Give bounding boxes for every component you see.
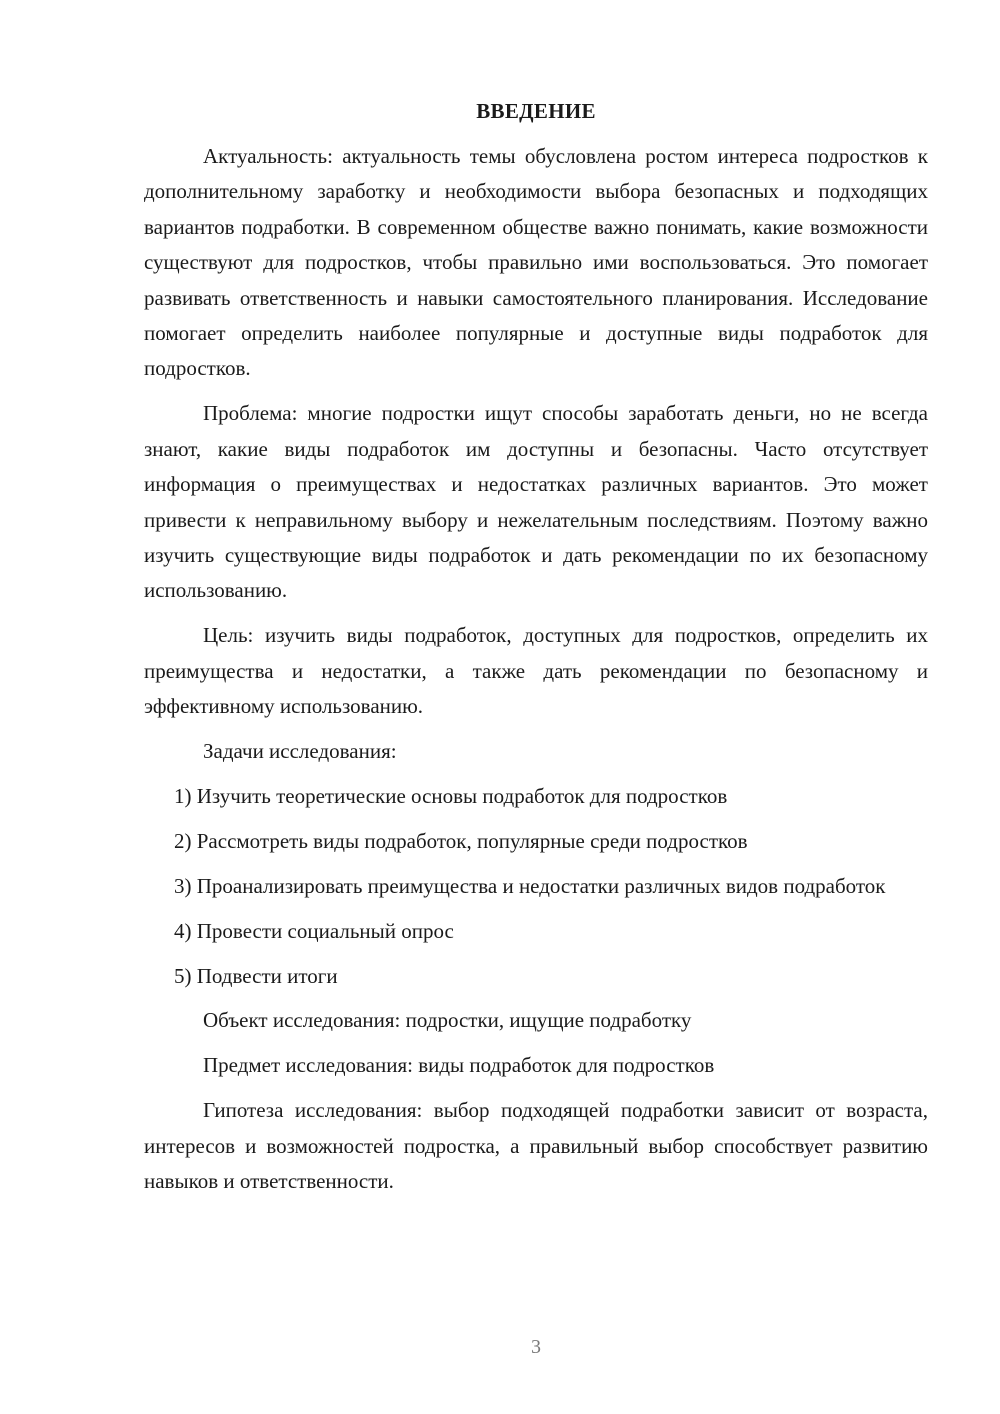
relevance-paragraph: Актуальность: актуальность темы обусловлена ростом интереса подростков к дополнительному заработку и необходимости выбора безопасных и подходящих вариантов подработки. В современном обществе важно понимать, какие возможности существуют для подростков, чтобы правильно ими воспользоваться. Это помогает развивать ответственность и навыки самостоятельного планирования. Исследование помогает определить наиболее популярные и доступные виды подработок для подростков. <box>144 144 928 381</box>
page-content <box>144 94 928 1209</box>
tasks-heading: Задачи исследования: <box>203 739 397 763</box>
research-object: Объект исследования: подростки, ищущие подработку <box>203 1008 692 1033</box>
task-item-3: 3) Проанализировать преимущества и недостатки различных видов подработок <box>174 873 886 898</box>
task-item-1: 1) Изучить теоретические основы подработок для подростков <box>174 783 728 808</box>
section-title: ВВЕДЕНИЕ <box>476 99 596 123</box>
goal-paragraph: Цель: изучить виды подработок, доступных для подростков, определить их преимущества и недостатки, а также дать рекомендации по безопасному и эффективному использованию. <box>144 623 928 719</box>
task-item-4: 4) Провести социальный опрос <box>174 918 454 943</box>
task-item-2: 2) Рассмотреть виды подработок, популярные среди подростков <box>174 828 748 853</box>
research-subject: Предмет исследования: виды подработок для подростков <box>203 1053 715 1078</box>
page-number: 3 <box>531 1336 541 1358</box>
problem-paragraph: Проблема: многие подростки ищут способы заработать деньги, но не всегда знают, какие виды подработок им доступны и безопасны. Часто отсутствует информация о преимуществах и недостатках различных вариантов. Это может привести к неправильному выбору и нежелательным последствиям. Поэтому важно изучить существующие виды подработок и дать рекомендации по их безопасному использованию. <box>144 401 928 603</box>
task-item-5: 5) Подвести итоги <box>174 963 338 988</box>
hypothesis-paragraph: Гипотеза исследования: выбор подходящей подработки зависит от возраста, интересов и возможностей подростка, а правильный выбор способствует развитию навыков и ответственности. <box>144 1098 928 1194</box>
